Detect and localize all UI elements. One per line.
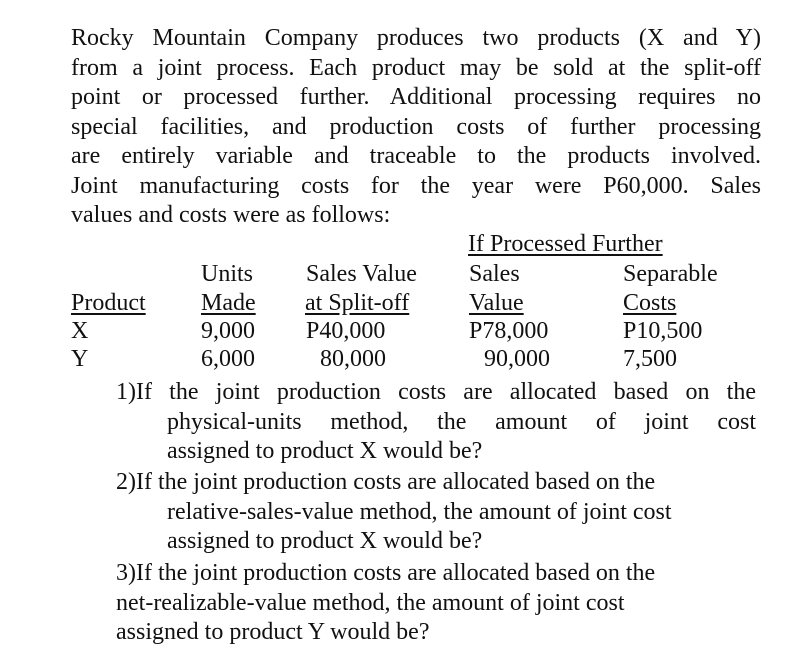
row-y-sales-value-further: 90,000: [484, 346, 550, 372]
question-line: relative-sales-value method, the amount of joint cost: [167, 498, 672, 525]
row-y-separable-costs: 7,500: [623, 346, 677, 372]
question-line: assigned to product X would be?: [167, 438, 483, 464]
intro-line: point or processed further. Additional processing requires no: [71, 84, 761, 110]
question-line: 2)If the joint production costs are allocated based on the: [116, 469, 656, 495]
question-3: [116, 559, 756, 648]
intro-line: are entirely variable and traceable to the products involved.: [71, 143, 761, 169]
problem-intro: [71, 24, 761, 231]
row-x-units: 9,000: [201, 318, 255, 344]
header-product: Product: [71, 290, 146, 316]
intro-line: from a joint process. Each product may be sold at the split-off: [71, 54, 761, 81]
row-x-separable-costs: P10,500: [623, 318, 703, 344]
row-y-sales-value-splitoff: 80,000: [320, 346, 386, 372]
header-sales-value: Sales Value: [306, 261, 417, 287]
question-line: net-realizable-value method, the amount of joint cost: [116, 589, 625, 616]
question-2: [116, 468, 756, 557]
question-line: physical-units method, the amount of joint cost: [167, 408, 756, 435]
intro-line: Joint manufacturing costs for the year were P60,000. Sales: [71, 172, 761, 199]
row-x-sales-value-further: P78,000: [469, 318, 549, 344]
row-y-product: Y: [71, 346, 89, 372]
question-1: [116, 378, 756, 467]
question-line: 3)If the joint production costs are allocated based on the: [116, 560, 656, 586]
intro-line: values and costs were as follows:: [71, 202, 391, 228]
intro-line: special facilities, and production costs of further processing: [71, 113, 761, 140]
question-line: assigned to product Y would be?: [116, 619, 430, 645]
header-separable: Separable: [623, 261, 718, 287]
group-header-processed-further: If Processed Further: [468, 231, 663, 257]
header-at-split-off: at Split-off: [305, 290, 410, 316]
header-value: Value: [469, 290, 524, 316]
row-x-product: X: [71, 318, 89, 344]
header-costs: Costs: [623, 290, 677, 316]
row-y-units: 6,000: [201, 346, 255, 372]
question-line: assigned to product X would be?: [167, 528, 483, 554]
intro-line: Rocky Mountain Company produces two products (X and Y): [71, 25, 761, 51]
header-made: Made: [201, 290, 256, 316]
row-x-sales-value-splitoff: P40,000: [306, 318, 386, 344]
question-line: 1)If the joint production costs are allocated based on the: [116, 379, 756, 405]
header-sales: Sales: [469, 261, 520, 287]
header-units: Units: [201, 261, 254, 287]
